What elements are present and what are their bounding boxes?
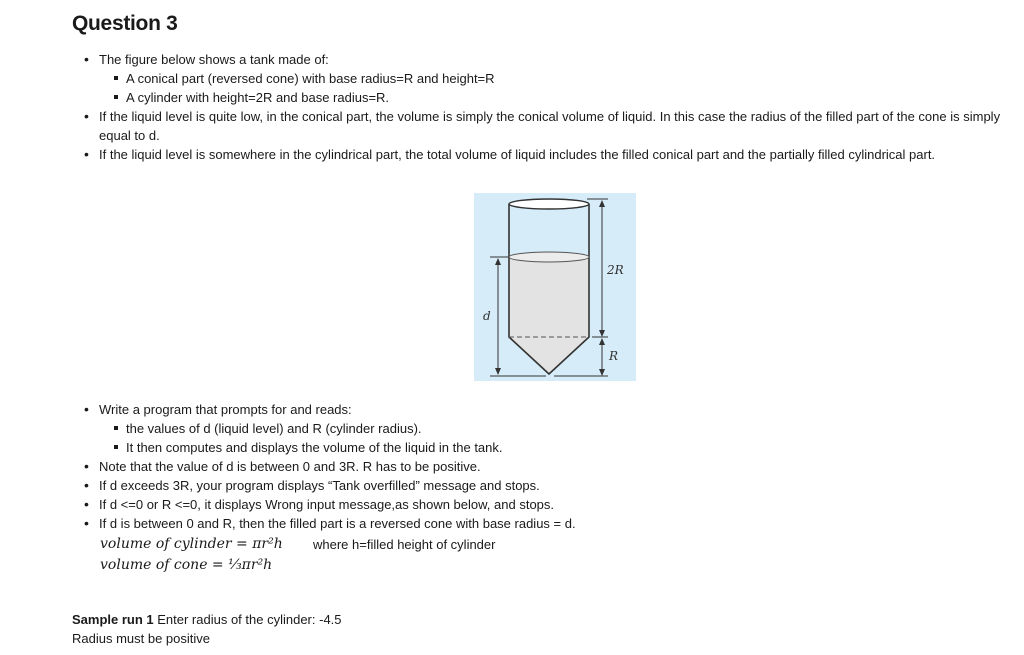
intro-cyl-level: • If the liquid level is somewhere in the cylindrical part, the total volume of liquid includes the filled conical part and the partially filled cylindrical part. [99,145,1004,164]
task-program: • Write a program that prompts for and reads: [99,400,352,419]
formula-cone: volume of cone = ⅓πr²h [100,557,273,573]
task-sub-compute: It then computes and displays the volume of the liquid in the tank. [126,440,503,455]
sample-run-prompt: Enter radius of the cylinder: -4.5 [153,612,342,627]
intro-low-level: • If the liquid level is quite low, in the conical part, the volume is simply the conical volume of liquid. In this case the radius of the filled part of the cone is simply equal to d. [99,107,1004,145]
formula-cylinder: volume of cylinder = πr²h [100,536,283,552]
rule-range: • Note that the value of d is between 0 and 3R. R has to be positive. [99,457,481,476]
intro-part-cylinder: A cylinder with height=2R and base radius=R. [126,90,390,105]
liquid-fill [509,257,589,374]
label-2r: 2R [607,263,624,277]
tank-figure [474,193,636,381]
intro-part-cone: A conical part (reversed cone) with base radius=R and height=R [126,71,495,86]
sample-run-line [72,612,342,627]
rule-overfilled: • If d exceeds 3R, your program displays “Tank overfilled” message and stops. [99,476,540,495]
task-sub-values: the values of d (liquid level) and R (cylinder radius). [126,421,422,436]
rule-cone: • If d is between 0 and R, then the filled part is a reversed cone with base radius = d. [99,514,576,533]
intro-tank-item: • The figure below shows a tank made of: [99,50,329,69]
sample-run-output: Radius must be positive [72,631,211,646]
rule-wrong-input: • If d <=0 or R <=0, it displays Wrong input message,as shown below, and stops. [99,495,554,514]
page-title: Question 3 [72,12,178,35]
tank-diagram [474,193,636,381]
label-d: d [483,309,491,323]
formula-cylinder-note: where h=filled height of cylinder [313,537,496,552]
sample-run-label: Sample run 1 [72,612,154,627]
label-r: R [609,349,619,363]
tank-top-rim [509,199,589,209]
liquid-surface [509,252,589,262]
